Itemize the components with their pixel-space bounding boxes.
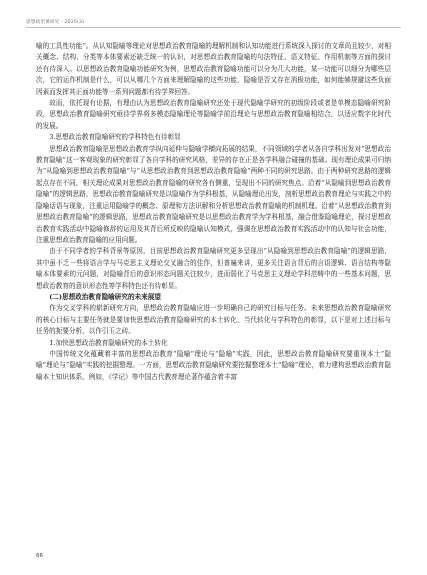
header-divider [26,27,401,28]
page-number: 86 [36,553,43,559]
section-heading: (二)思想政治教育隐喻研究的未来展望 [49,292,161,301]
paragraph: 作为交叉学科的崭新研究方向，思想政治教育隐喻应进一步明确自己的研究目标与任务。未来思想政治教育隐喻研究的核心目标与主要任务就是要加快思想政治教育隐喻研究的本土转化、当代转化与学科特色的彰显，以下是对上述目标与任务的扼要分析，以作引玉之砖。 [36,304,391,336]
article-body [36,41,391,383]
paragraph: 由于不同学者的学科背景等原因，目前思想政治教育隐喻研究更多呈现出“从隐喻到思想政治教育隐喻”的逻辑思路，其中虽不乏一些将语言学与马克思主义理论交叉融合的佳作，但普遍来讲，更多关注语言背后的言语逻辑、语言结构等隐喻本体要素的元问题，对隐喻背后的意识形态问题关注较少，进而弱化了马克思主义理论学科范畴中的一些基本问题，思想政治教育的意识形态性等学科特色还有待彰显。 [36,247,391,290]
running-header: 思想政治课研究 · 2025(3) [26,20,85,25]
paragraph: 思想政治教育隐喻是思想政治教育学纵向延伸与隐喻学横向拓展的结果，不同领域的学者从各自学科出发对“思想政治教育隐喻”这一客观现象的研究彰显了各自学科的研究风格，差异的存在正是各学科融合碰撞的基础。现有理论成果可归纳为“从隐喻到思想政治教育隐喻”与“从思想政治教育到思想政治教育隐喻”两种不同的研究思路。由于两种研究思路的逻辑起点存在不同，相关理论成果对思想政治教育隐喻的研究各有侧重，呈现出不同的研究焦点。沿着“从隐喻到思想政治教育隐喻”的逻辑思路，思想政治教育隐喻研究是以隐喻作为学科根基，从隐喻理论出发，剖析思想政治教育理论与实践之中的隐喻话语与现象，注重运用隐喻学的概念、原理和方法识解和分析思想政治教育隐喻的机制机理。沿着“从思想政治教育到思想政治教育隐喻”的逻辑思路，思想政治教育隐喻研究是以思想政治教育学为学科根基，融合借鉴隐喻理论，探讨思想政治教育实践活动中隐喻修辞的运用及其背后所反映的隐喻认知模式，强调在思想政治教育实践活动中的认知与社会功能，注重思想政治教育隐喻的应用问题。 [36,144,391,244]
subsection-heading: 3.思想政治教育隐喻研究的学科特色有待彰显 [49,133,181,142]
paragraph: 中国传统文化蕴藏着丰富的思想政治教育“隐喻”理论与“隐喻”实践，因此，思想政治教育隐喻研究要重视本土“隐喻”理论与“隐喻”实践的挖掘整理。一方面，思想政治教育隐喻研究要挖掘整理本土“隐喻”理论，着力建构思想政治教育隐喻本土知识体系。例如，《学记》等中国古代教育理论著作蕴含着丰富 [36,349,391,381]
subsection-heading: 1.加快思想政治教育隐喻研究的本土转化 [49,338,168,347]
paragraph: 喻的工具性功能”。从认知隐喻等理论对思想政治教育隐喻的理解机制和认知功能进行系统深入探讨的文章尚且较少，对相关概念、结构、分类等本体要素还缺乏统一的认识，对思想政治教育隐喻的句法特征、语义特征、作用机制等方面的探讨还有待深入。以思想政治教育隐喻功能研究为例，思想政治教育隐喻功能可以分为几大功能，某一功能可以细分为哪些层次，它的运作机制是什么，可以从哪几个方面来理解隐喻的这些功能，隐喻是否又存在消极功能，如何能够规避这些负面因素而发挥其正面功能等一系列问题都有待学界回答。 [36,42,391,96]
paragraph: 故而，依托现有论据，有理由认为思想政治教育隐喻研究还处于现代隐喻学研究的初级阶段或者是单模态隐喻研究阶段，思想政治教育隐喻研究亟待学界将多模态隐喻理论等隐喻学前沿理论与思想政治教育隐喻相结合，以适应数字化时代的发展。 [36,99,391,130]
